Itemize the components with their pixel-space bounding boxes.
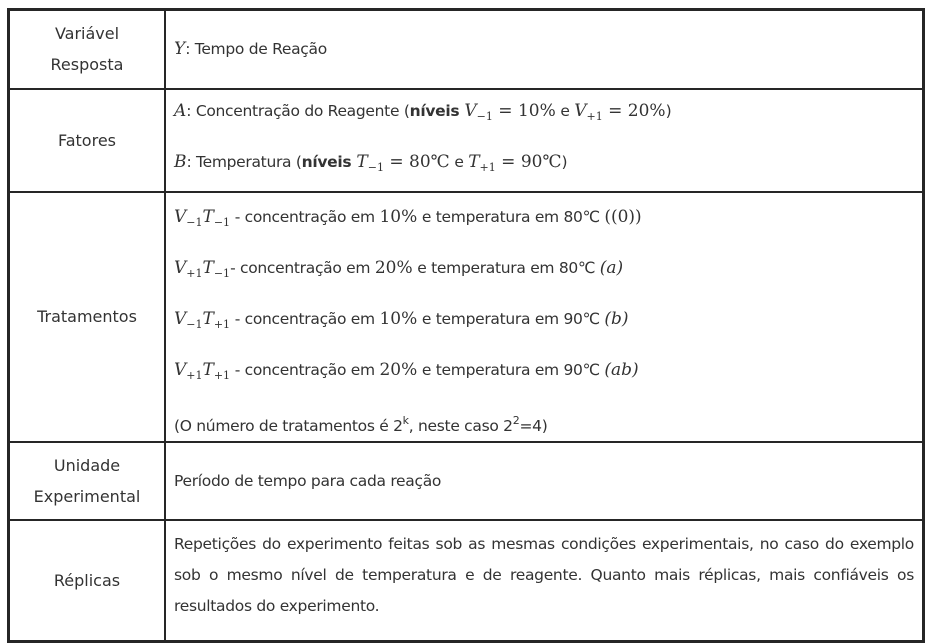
note-superscript: 2 (512, 413, 520, 427)
table-row-replicates (9, 520, 924, 642)
math-value: 10% (517, 100, 556, 121)
treatment-text: e temperatura em 90℃ (417, 309, 605, 328)
treatment-text: - concentração em (230, 207, 380, 226)
label-line: Variável (54, 24, 120, 44)
math-symbol: T (202, 206, 214, 227)
treatment-item (174, 206, 914, 234)
math-symbol: V (174, 206, 187, 227)
row-label-experimental-unit (9, 442, 166, 520)
treatment-code: (ab) (604, 359, 639, 380)
treatment-code: ((0)) (604, 206, 642, 227)
close-paren: ) (665, 101, 672, 120)
note-superscript: k (402, 413, 409, 427)
note-text: , neste caso 2 (408, 416, 513, 435)
math-value: 10% (379, 308, 418, 329)
math-value: 80℃ (409, 151, 450, 172)
math-subscript: −1 (367, 160, 384, 174)
math-subscript: −1 (476, 109, 493, 123)
math-eq: = (602, 100, 628, 121)
bold-text: níveis (301, 152, 352, 171)
row-label-treatments: Tratamentos (9, 192, 166, 442)
table-row-factors (9, 89, 924, 192)
math-symbol: T (356, 151, 368, 172)
note-text: =4) (519, 416, 548, 435)
treatment-item (174, 308, 914, 336)
treatment-text: - concentração em (230, 360, 380, 379)
treatment-code: (b) (604, 308, 629, 329)
treatment-count-note (174, 410, 914, 437)
row-value-factors (165, 89, 924, 192)
factor-a (174, 100, 914, 128)
math-subscript: −1 (213, 266, 231, 280)
treatment-item (174, 359, 914, 387)
treatment-code: (a) (599, 257, 624, 278)
row-value-replicates (165, 520, 924, 642)
math-value: 10% (379, 206, 418, 227)
math-value: 90℃ (520, 151, 562, 172)
replicates-description: Repetições do experimento feitas sob as mesmas condições experimentais, no caso do exemplo sob o mesmo nível de temperatura e de reagente. Quanto mais réplicas, mais confiáveis os resultados do experimento. (174, 534, 914, 615)
treatment-text: e temperatura em 90℃ (417, 360, 605, 379)
math-value: 20% (627, 100, 666, 121)
row-value-experimental-unit: Período de tempo para cada reação (165, 442, 924, 520)
math-subscript: −1 (186, 215, 203, 229)
label-line: Unidade (53, 455, 121, 475)
math-symbol: V (464, 100, 477, 121)
label-line: Experimental (33, 486, 141, 506)
note-text: (O número de tratamentos é 2 (174, 416, 403, 435)
row-label-response-variable (9, 10, 166, 89)
math-value: 20% (374, 257, 413, 278)
treatment-text: - concentração em (230, 309, 380, 328)
table-row-response-variable (9, 10, 924, 89)
treatment-item (174, 257, 914, 285)
math-symbol: T (468, 151, 480, 172)
math-subscript: −1 (213, 215, 231, 229)
treatment-text: e temperatura em 80℃ (412, 258, 600, 277)
math-subscript: +1 (586, 109, 603, 123)
math-eq: = (495, 151, 521, 172)
math-subscript: +1 (186, 368, 203, 382)
math-symbol: T (202, 359, 214, 380)
treatment-text: - concentração em (230, 258, 375, 277)
table-row-treatments (9, 192, 924, 442)
math-symbol: V (174, 359, 187, 380)
math-symbol: Y (174, 39, 186, 60)
math-subscript: +1 (213, 317, 231, 331)
factor-text: : Temperatura ( (186, 152, 302, 171)
math-eq: = (383, 151, 410, 172)
close-paren: ) (561, 152, 568, 171)
math-symbol: T (202, 257, 214, 278)
math-symbol: B (174, 151, 187, 172)
math-subscript: −1 (186, 317, 203, 331)
row-value-treatments (165, 192, 924, 442)
math-subscript: +1 (213, 368, 231, 382)
math-symbol: V (574, 100, 587, 121)
factor-b (174, 151, 914, 179)
math-value: 20% (379, 359, 418, 380)
factor-text: : Concentração do Reagente ( (186, 101, 410, 120)
math-eq: = (492, 100, 518, 121)
treatment-text: e temperatura em 80℃ (417, 207, 605, 226)
row-label-factors: Fatores (9, 89, 166, 192)
math-symbol: A (174, 100, 187, 121)
math-symbol: V (174, 257, 187, 278)
conj-text: e (555, 101, 575, 120)
label-line: Resposta (50, 55, 124, 75)
math-subscript: +1 (479, 160, 496, 174)
response-variable-text: : Tempo de Reação (185, 40, 327, 59)
math-subscript: +1 (186, 266, 203, 280)
row-label-replicates: Réplicas (9, 520, 166, 642)
math-symbol: V (174, 308, 187, 329)
bold-text: níveis (409, 101, 460, 120)
table-row-experimental-unit (9, 442, 924, 520)
row-value-response-variable (165, 10, 924, 89)
math-symbol: T (202, 308, 214, 329)
conj-text: e (449, 152, 469, 171)
experimental-design-table (7, 8, 925, 643)
